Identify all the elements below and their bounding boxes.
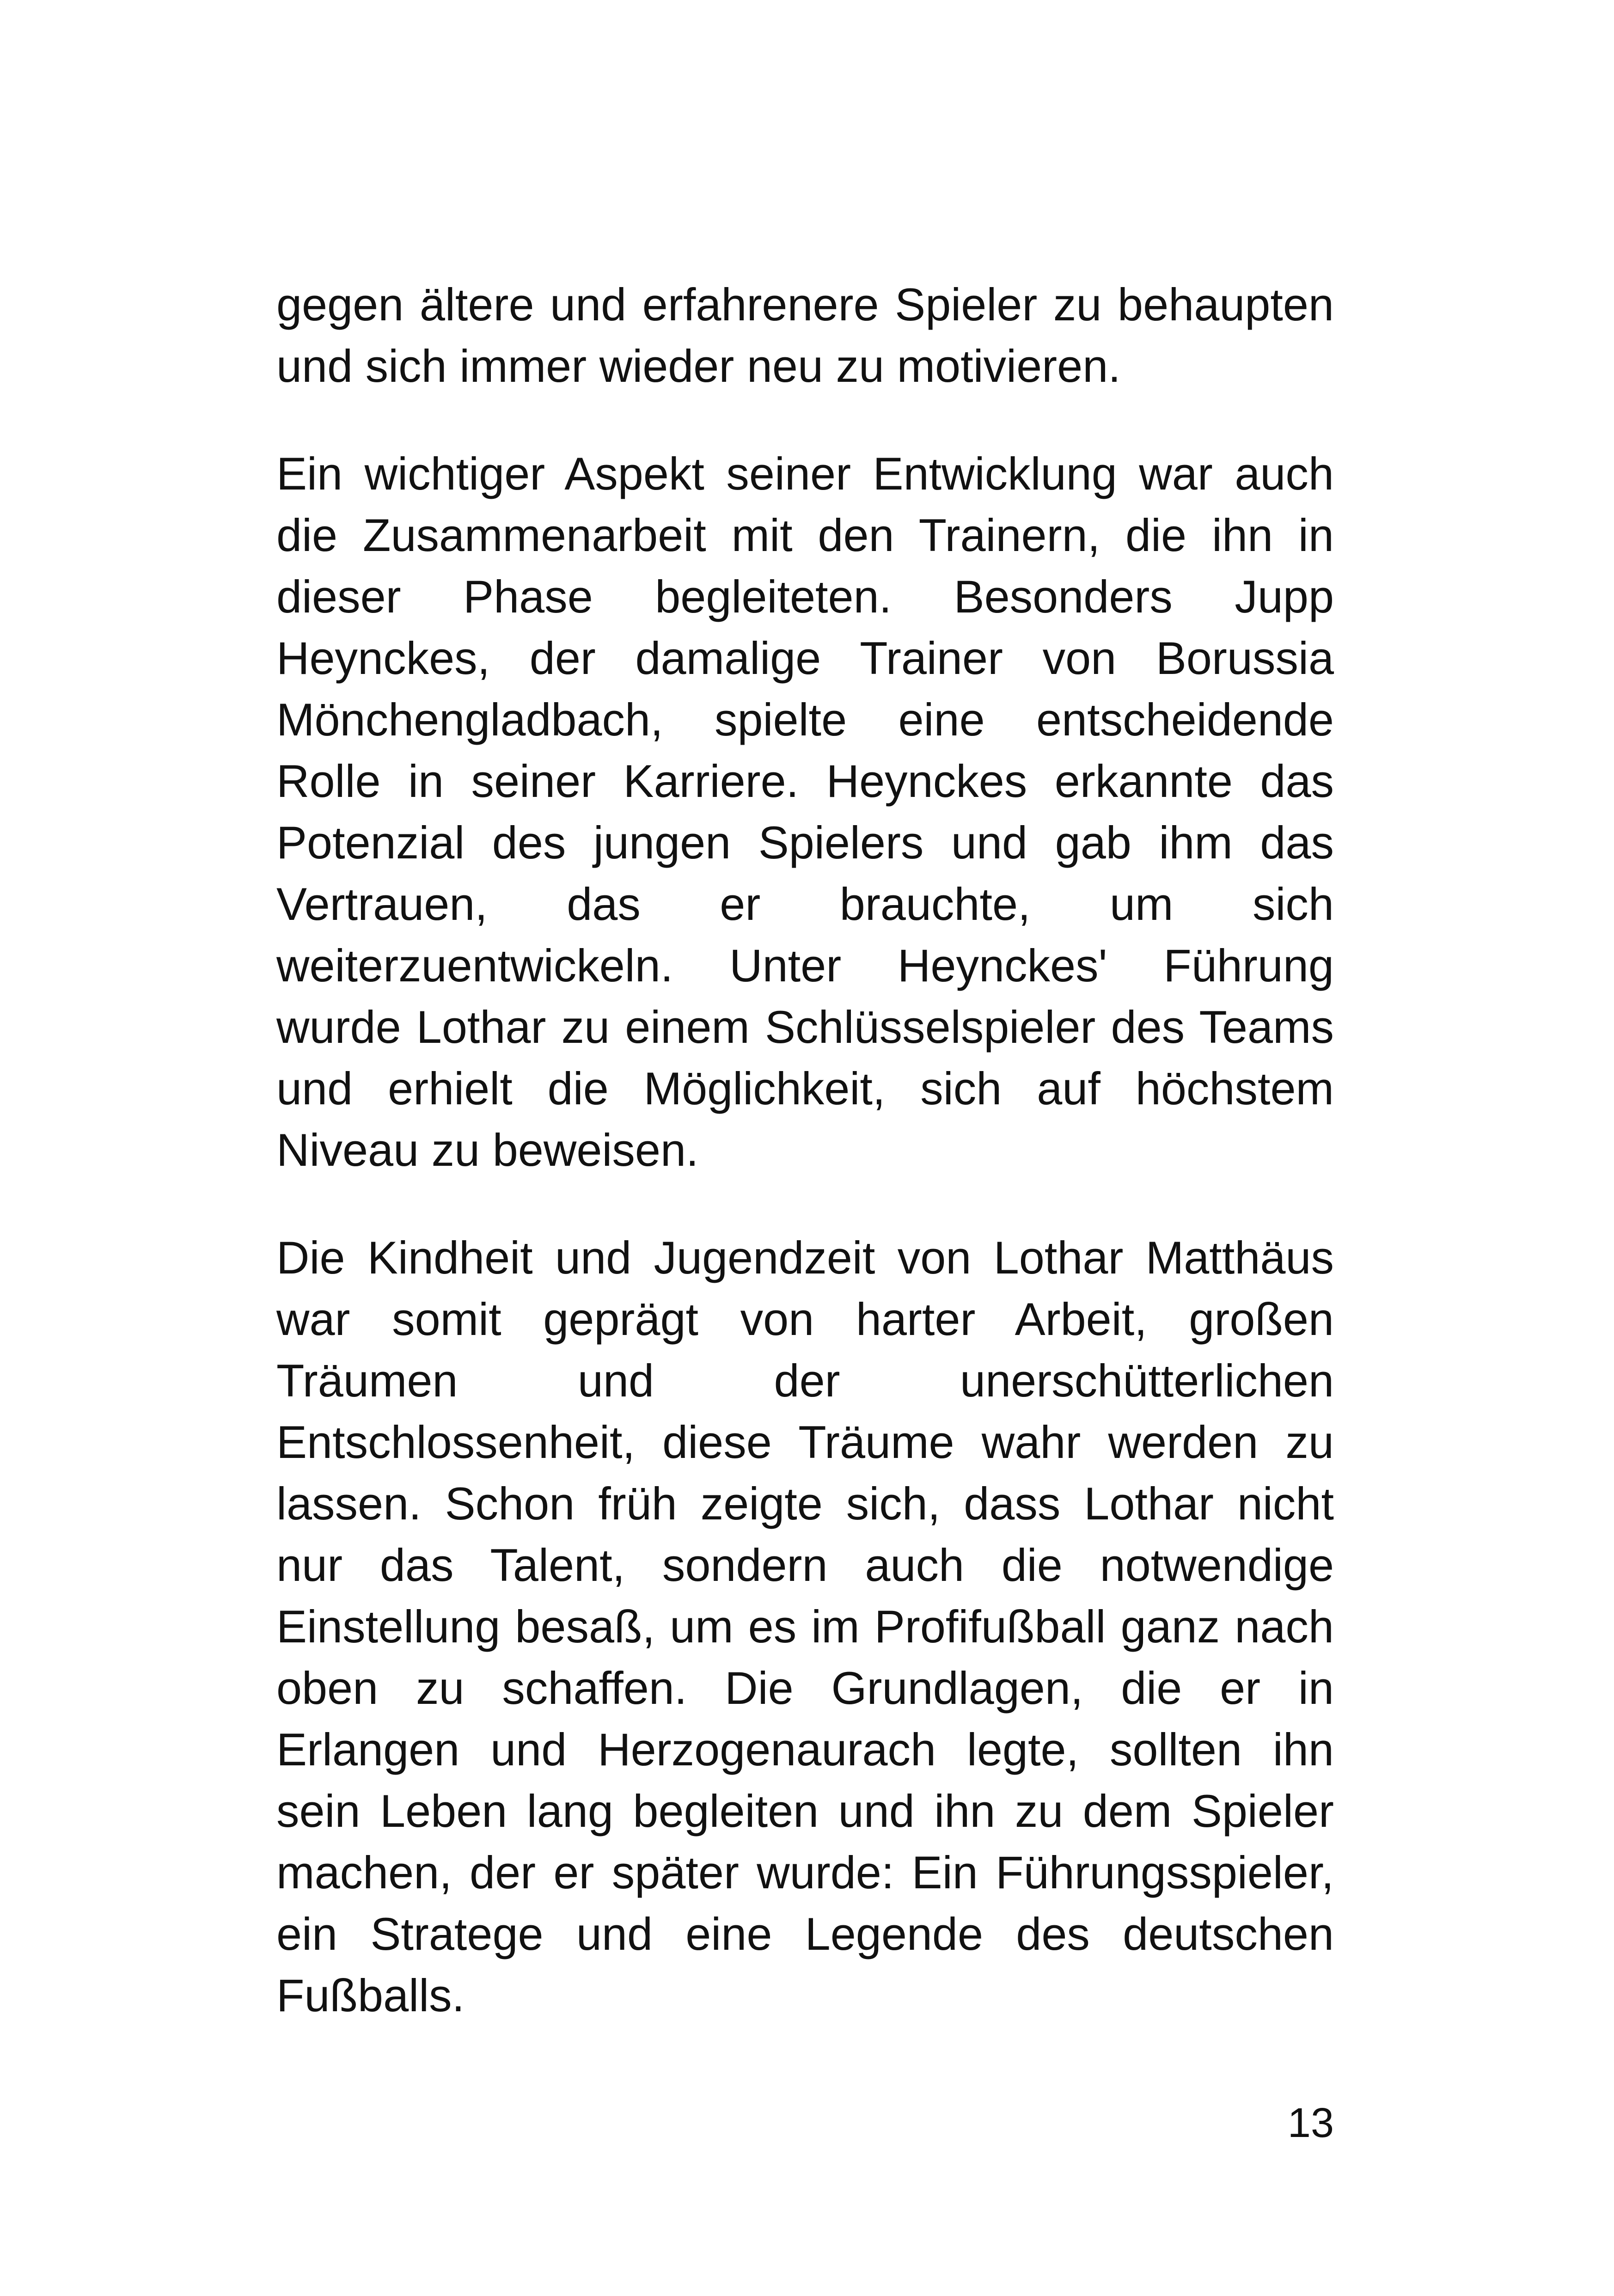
- page-number: 13: [1287, 2100, 1334, 2146]
- paragraph-1: gegen ältere und erfahrenere Spieler zu behaupten und sich immer wieder neu zu motivieren.: [276, 279, 1334, 392]
- paragraph-2: Ein wichtiger Aspekt seiner Entwicklung war auch die Zusammenarbeit mit den Trainern, die ihn in dieser Phase begleiteten. Besonders Jupp Heynckes, der damalige Trainer von Borussia Mönchengladbach, spielte eine entscheidende Rolle in seiner Karriere. Heynckes erkannte das Potenzial des jungen Spielers und gab ihm das Vertrauen, das er brauchte, um sich weiterzuentwickeln. Unter Heynckes' Führung wurde Lothar zu einem Schlüsselspieler des Teams und erhielt die Möglichkeit, sich auf höchstem Niveau zu beweisen.: [276, 448, 1334, 1176]
- body-text: [276, 274, 1334, 2026]
- paragraph-3: Die Kindheit und Jugendzeit von Lothar Matthäus war somit geprägt von harter Arbeit, großen Träumen und der unerschütterlichen Entschlossenheit, diese Träume wahr werden zu lassen. Schon früh zeigte sich, dass Lothar nicht nur das Talent, sondern auch die notwendige Einstellung besaß, um es im Profifußball ganz nach oben zu schaffen. Die Grundlagen, die er in Erlangen und Herzogenaurach legte, sollten ihn sein Leben lang begleiten und ihn zu dem Spieler machen, der er später wurde: Ein Führungsspieler, ein Stratege und eine Legende des deutschen Fußballs.: [276, 1232, 1334, 2021]
